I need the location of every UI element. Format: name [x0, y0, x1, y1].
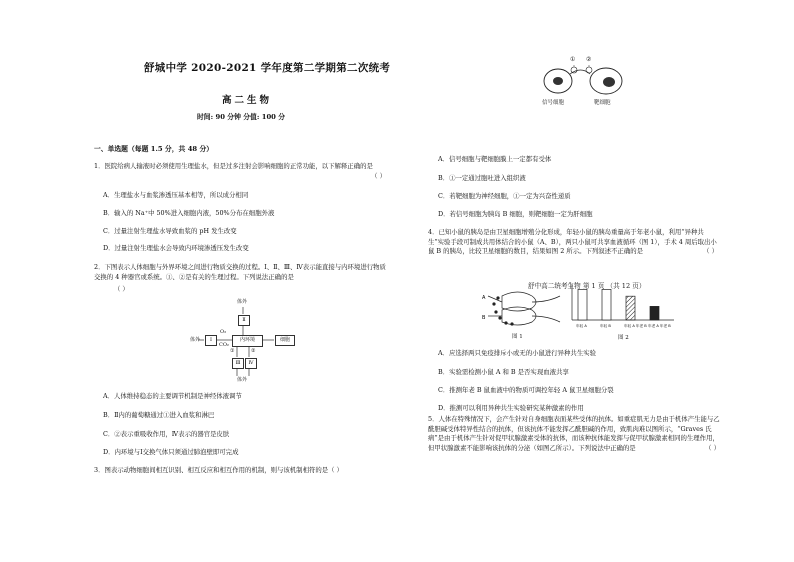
q3-signal-cell-label: 信号细胞 [542, 100, 565, 106]
q4-option-b: B．实验需检测小鼠 A 和 B 是否实现血液共享 [438, 368, 569, 376]
q2-option-c: C．②表示重吸收作用，Ⅳ表示的器官是皮肤 [103, 430, 230, 438]
q1-option-c: C．过量注射生理盐水导致血浆的 pH 发生改变 [103, 227, 237, 235]
q2-option-d: D．内环境与Ⅰ交换气体只须通过肺泡壁即可完成 [103, 448, 239, 456]
svg-text:B: B [482, 315, 486, 321]
q3-option-a: A．信号细胞与靶细胞膜上一定都有受体 [438, 155, 552, 163]
q3-option-b: B．①一定通过胞吐进入组织液 [438, 174, 526, 182]
q2-o2-label: O₂ [220, 329, 227, 335]
q5-paren: （ ） [705, 443, 720, 452]
q1-paren: （ ） [371, 171, 386, 180]
q2-cell-box: 细胞 [275, 335, 295, 346]
q1-option-a: A．生理盐水与血浆渗透压基本相等，所以成分相同 [103, 191, 249, 199]
q2-box-iv: Ⅳ [245, 358, 257, 369]
q3-figure [536, 56, 636, 108]
q3-target-cell-label: 靶细胞 [594, 100, 611, 106]
bar-label-3: 年老 A 年老 B [648, 324, 671, 328]
page-footer: 舒中高二统考生物 第 1 页 （共 12 页） [528, 282, 646, 290]
q2-co2-label: CO₂ [219, 342, 229, 348]
q2-stem: 2．下图表示人体细胞与外界环境之间进行物质交换的过程。Ⅰ、Ⅱ、Ⅲ、Ⅳ表示能直接与内环境进行物质交换的 4 种器官或系统。①、②是有关的生理过程。下列说法正确的是 [94, 263, 386, 281]
q3-option-c: C．若靶细胞为神经细胞，①一定为兴奋性递质 [438, 192, 571, 200]
q2-paren: （ ） [114, 285, 129, 293]
q4-option-c: C．推测年老 B 鼠血液中的物质可调控年轻 A 鼠卫星细胞分裂 [438, 386, 614, 394]
q1-option-b: B．输入的 Na⁺中 50%进入细胞内液，50%分布在细胞外液 [103, 209, 275, 217]
q2-option-a: A．人体维持稳态的主要调节机制是神经体液调节 [103, 392, 242, 400]
q4-fig2-label: 图 2 [618, 335, 629, 341]
section-heading: 一、单选题（每题 1.5 分，共 48 分） [94, 145, 214, 153]
exam-info: 时间: 90 分钟 分值: 100 分 [197, 113, 286, 121]
q2-box-iii: Ⅲ [232, 358, 244, 369]
q1-stem: 1．医院给病人输液时必须使用生理盐水，但是过多注射会影响细胞的正常功能，以下解释正确的是 （ ） [94, 162, 386, 180]
bar-3 [650, 306, 659, 320]
q4-fig1-label: 图 1 [512, 334, 523, 340]
q1-option-d: D．过量注射生理盐水会导致内环境渗透压发生改变 [103, 244, 249, 252]
q2-outside-top: 体外 [237, 299, 248, 305]
q3-stem: 3．图表示动物细胞间相互识别、相互反应和相互作用的机制，则与该机制相符的是（ ） [94, 466, 343, 474]
q2-outside-left: 体外 [190, 337, 201, 343]
q5-stem: 5．人体在特殊情况下，会产生针对自身细胞表面某些受体的抗体。如重症肌无力是由于机体产生能与乙酰胆碱受体特异性结合的抗体，但该抗体不能发挥乙酰胆碱的作用，致肌肉难以图所示，“Graves 氏病”是由于机体产生针对促甲状腺激素受体的抗体，而该种抗体能发挥与促甲状腺激素相同的生理作用，但甲状腺激素不能影响该抗体的分泌（如图乙所示）。下列说法中正确的是 （ ） [428, 415, 720, 452]
q3-option-d: D．若信号细胞为胰岛 B 细胞，则靶细胞一定为肝细胞 [438, 210, 593, 218]
q2-option-b: B．Ⅱ内的葡萄糖通过①进入血浆和淋巴 [103, 411, 215, 419]
q4-figure-1 [482, 288, 562, 340]
q3-label-2: ② [586, 56, 592, 63]
q4-stem: 4．已知小鼠的胰岛是由卫星细胞增殖分化形成，年轻小鼠的胰岛重量高于年老小鼠，利用“异种共生”实验手段可制成共用体结合的小鼠（A、B），两只小鼠可共享血液循环（图 1），手术 4 周后取出小鼠 B 的胰岛，比较卫星细胞的数目，结果如图 2 所示。下列叙述不正确的是 （ ） [428, 228, 718, 256]
subject-title: 高二生物 [222, 95, 273, 106]
q4-mice-drawing [482, 288, 562, 332]
q4-paren: （ ） [703, 247, 718, 256]
q2-box-i: Ⅰ [205, 335, 217, 346]
bar-2 [626, 296, 635, 320]
bar-1 [602, 289, 611, 320]
q2-diagram [190, 298, 300, 384]
q2-outside-bottom: 体外 [237, 377, 248, 383]
q2-process-2: ② [251, 348, 256, 354]
exam-title: 舒城中学 2020-2021 学年度第二学期第二次统考 [144, 62, 391, 74]
bar-label-1: 年轻 B [600, 324, 611, 328]
svg-text:A: A [482, 295, 486, 301]
bar-label-2: 年轻 A 年老 B [624, 324, 647, 328]
bar-0 [578, 289, 587, 320]
q2-process-1: ① [230, 348, 235, 354]
bar-label-0: 年轻 A [576, 324, 587, 328]
q2-internal-environment: 内环境 [232, 335, 263, 347]
q4-option-a: A．应选择两只免疫排斥小或无的小鼠进行异种共生实验 [438, 349, 596, 357]
q2-box-ii: Ⅱ [238, 315, 250, 326]
q3-label-1: ① [570, 56, 576, 63]
q4-option-d: D．推测可以利用异种共生实验研究某种激素的作用 [438, 404, 584, 412]
